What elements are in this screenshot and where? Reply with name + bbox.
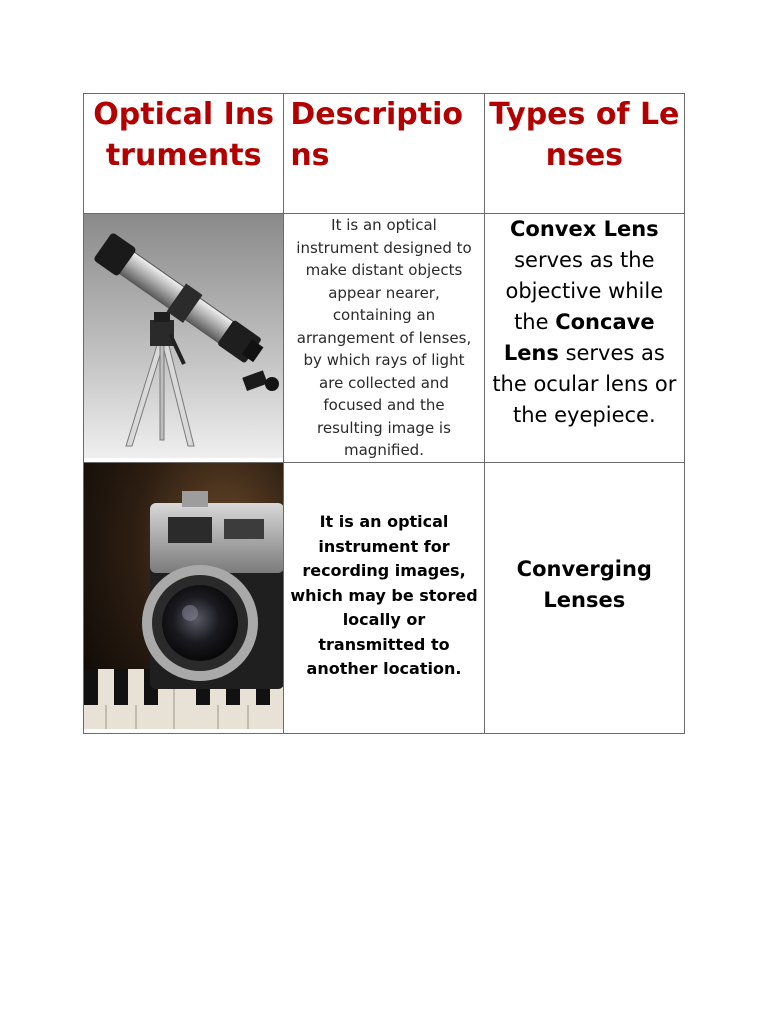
lens-text-part-4: serves as the ocular lens or the eyepiece. xyxy=(492,341,677,427)
telescope-lens-cell xyxy=(484,214,684,463)
convex-lens-label: Convex Lens xyxy=(510,217,659,241)
telescope-image-cell xyxy=(84,214,284,463)
header-row xyxy=(84,94,685,214)
header-descriptions: Descriptions xyxy=(290,97,464,173)
telescope-lens-text xyxy=(485,214,684,431)
telescope-description-cell xyxy=(284,214,484,463)
header-types-of-lenses: Types of Lenses xyxy=(489,97,680,173)
camera-lens-cell xyxy=(484,463,684,734)
optical-instruments-table xyxy=(83,93,685,734)
concave-lens-label: Concave Lens xyxy=(503,310,655,365)
camera-image-cell xyxy=(84,463,284,734)
table-row-camera xyxy=(84,463,685,734)
lens-text-part-2: serves as the objective while the xyxy=(505,248,664,334)
camera-description-cell xyxy=(284,463,484,734)
table-row-telescope xyxy=(84,214,685,463)
header-cell-descriptions xyxy=(284,94,484,214)
camera-lens-type: Converging Lenses xyxy=(516,557,652,612)
header-optical-instruments: Optical Instruments xyxy=(93,97,275,173)
header-cell-types xyxy=(484,94,684,214)
camera-photo xyxy=(84,463,284,729)
camera-description: It is an optical instrument for recording images, which may be stored locally or transmitted to another location. xyxy=(290,512,478,679)
telescope-description: It is an optical instrument designed to make distant objects appear nearer, containing an arrangement of lenses, by which rays of light are collected and focused and the resulting image is magnified. xyxy=(296,216,472,459)
header-cell-instruments xyxy=(84,94,284,214)
telescope-photo xyxy=(84,214,284,458)
